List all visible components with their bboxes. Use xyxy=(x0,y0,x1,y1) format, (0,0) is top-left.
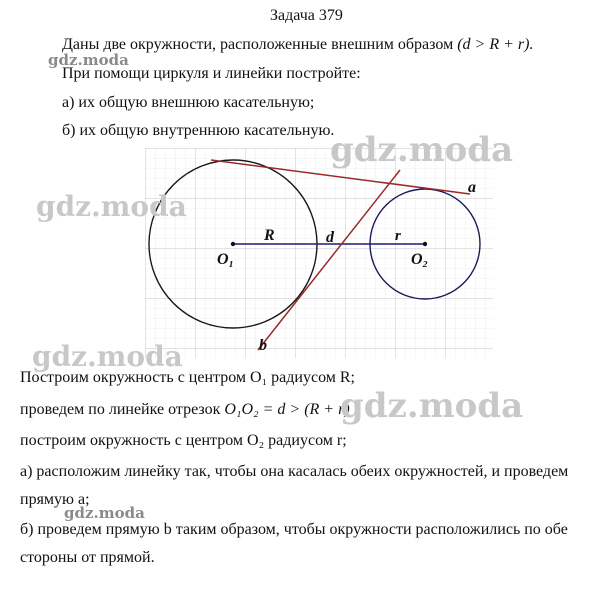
solution-step-2-formula: O₁O₂ = d > (R + r) xyxy=(224,401,350,418)
watermark-top-right: gdz.moda xyxy=(330,130,514,170)
solution-step-3: построим окружность с центром O₂ радиусом r; xyxy=(20,432,347,449)
solution-step-2 xyxy=(20,400,350,420)
watermark-right: gdz.moda xyxy=(340,386,524,426)
label-center-2: O₂ xyxy=(411,251,429,268)
watermark-top-left: gdz.moda xyxy=(48,51,129,69)
problem-statement-line1 xyxy=(62,35,533,55)
solution-step-2-text: проведем по линейке отрезок xyxy=(20,401,221,418)
label-big-radius: R xyxy=(264,227,275,244)
watermark-left: gdz.moda xyxy=(36,190,187,223)
problem-item-b: б) их общую внутреннюю касательную. xyxy=(62,122,335,139)
problem-item-a: а) их общую внешнюю касательную; xyxy=(62,94,315,111)
solution-step-4: а) расположим линейку так, чтобы она касалась обеих окружностей, и проведем xyxy=(20,463,569,480)
center-point-2 xyxy=(423,242,427,246)
construction-figure xyxy=(145,148,493,358)
label-center-1: O₁ xyxy=(217,251,235,268)
center-point-1 xyxy=(231,242,235,246)
label-line-a: a xyxy=(468,179,476,196)
problem-condition: (d > R + r). xyxy=(457,36,534,53)
watermark-bottom: gdz.moda xyxy=(64,504,145,522)
problem-text: Даны две окружности, расположенные внешним образом xyxy=(62,36,454,53)
page-title: Задача 379 xyxy=(270,7,343,24)
grid-background xyxy=(145,148,493,358)
label-distance: d xyxy=(326,229,334,246)
solution-step-1: Построим окружность с центром O₁ радиусом R; xyxy=(20,369,355,386)
solution-step-7: стороны от прямой. xyxy=(20,549,155,566)
solution-step-6: б) проведем прямую b таким образом, чтобы окружности расположились по обе xyxy=(20,521,568,538)
label-line-b: b xyxy=(259,337,267,354)
problem-statement-line2: При помощи циркуля и линейки постройте: xyxy=(62,65,361,82)
label-small-radius: r xyxy=(395,228,401,244)
solution-step-5: прямую a; xyxy=(20,491,90,508)
watermark-bottom-left: gdz.moda xyxy=(32,340,183,373)
